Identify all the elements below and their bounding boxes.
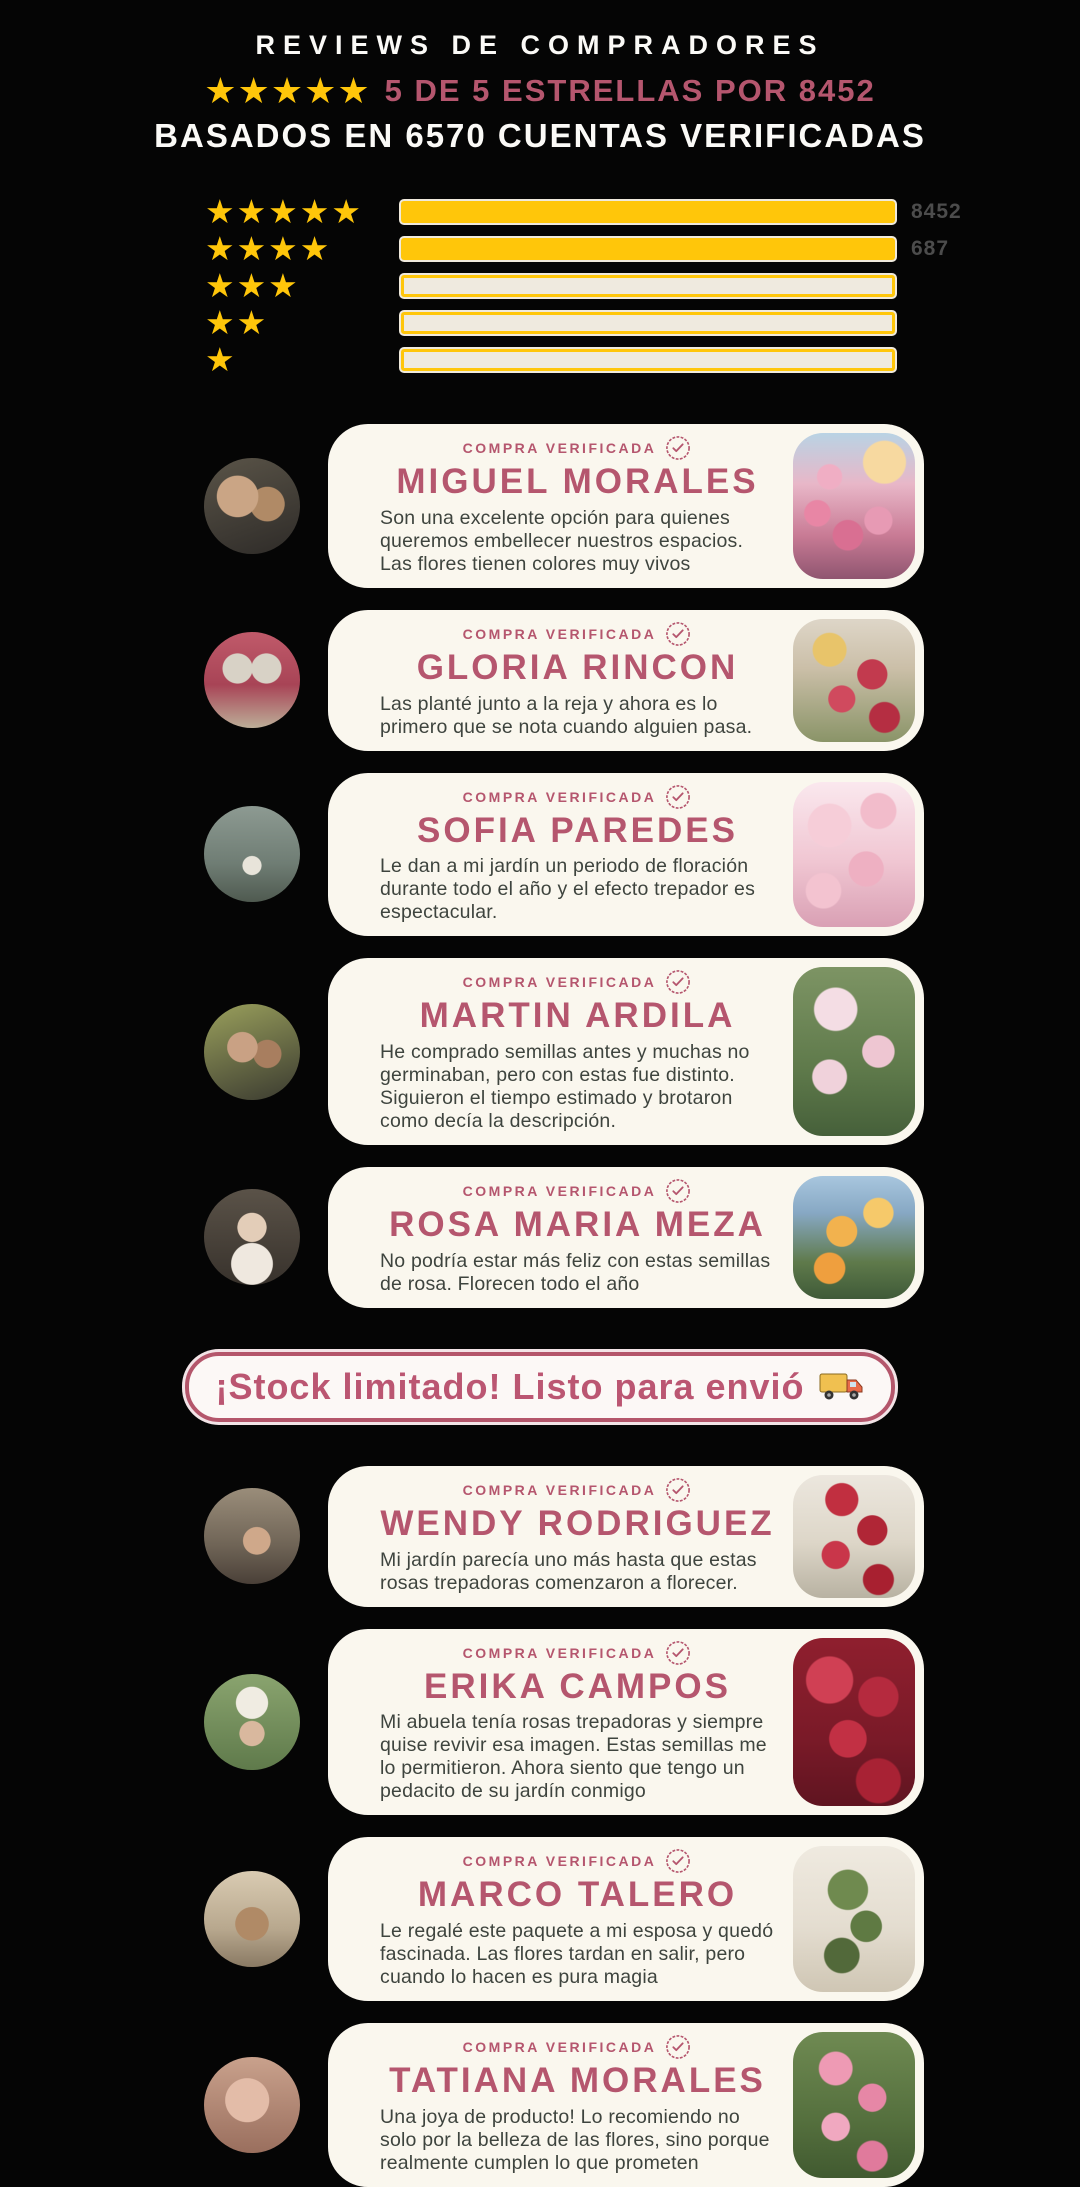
reviewer-avatar [204,1488,300,1584]
reviewer-name: ERIKA CAMPOS [424,1666,731,1706]
product-photo [793,1846,915,1992]
review-card [328,1167,924,1308]
review-card [328,1466,924,1607]
reviews-section-bottom [0,1466,1080,2187]
product-photo [793,619,915,742]
product-photo [793,1176,915,1299]
star-icons: ★★★★ [205,230,332,267]
rating-row [205,341,1080,378]
review-row [204,1167,924,1308]
verified-line [380,1177,775,1205]
review-row [204,424,924,588]
verified-badge-icon [664,783,692,811]
reviewer-avatar [204,632,300,728]
verified-line [380,783,775,811]
review-row [204,773,924,937]
review-text: No podría estar más feliz con estas semillas de rosa. Florecen todo el año [380,1249,771,1295]
verified-badge-icon [664,1476,692,1504]
review-card-content [328,610,779,751]
verified-badge-icon [664,620,692,648]
reviewer-name: ROSA MARIA MEZA [389,1205,766,1244]
reviewer-name: GLORIA RINCON [416,647,739,687]
verified-label: COMPRA VERIFICADA [462,974,657,991]
verified-label: COMPRA VERIFICADA [462,2039,657,2055]
star-icons: ★ [205,341,237,378]
reviewer-name: MARCO TALERO [417,1875,738,1915]
review-card [328,1629,924,1816]
review-card-content [328,1167,779,1308]
reviewer-avatar [204,1674,300,1770]
rating-count: 8452 [911,199,962,223]
review-text: He comprado semillas antes y muchas no germinaban, pero con estas fue distinto. Siguieron el tiempo estimado y brotaron como decía la descripción. [380,1041,750,1132]
review-card [328,424,924,588]
rating-bar [401,275,895,297]
verified-badge-icon [664,1847,692,1875]
rating-bar [401,238,895,260]
verified-accounts-text: BASADOS EN 6570 CUENTAS VERIFICADAS [154,117,926,154]
page-title: REVIEWS DE COMPRADORES [255,30,825,60]
verified-line [380,1476,775,1504]
reviewer-name: MARTIN ARDILA [419,996,736,1036]
rating-breakdown [205,193,1080,378]
verified-line [380,1847,775,1875]
review-row [204,958,924,1145]
verified-line [380,1639,775,1667]
star-icons: ★★★ [205,267,300,304]
verified-line [380,2033,775,2061]
review-card-content [328,2023,779,2187]
reviewer-name: MIGUEL MORALES [396,462,759,501]
verified-line [380,620,775,648]
verified-label: COMPRA VERIFICADA [462,1481,657,1498]
reviews-header [0,0,1080,155]
stock-banner-text: ¡Stock limitado! Listo para envió [215,1365,805,1407]
reviewer-name: WENDY RODRIGUEZ [380,1503,775,1543]
review-text: Mi abuela tenía rosas trepadoras y siempre quise revivir esa imagen. Estas semillas me lo permitieron. Ahora siento que tengo un pedacito de su jardín conmigo [380,1711,767,1803]
review-card [328,958,924,1145]
review-text: Las planté junto a la reja y ahora es lo primero que se nota cuando alguien pasa. [380,692,753,738]
review-text: Le dan a mi jardín un periodo de floración durante todo el año y el efecto trepador es espectacular. [380,855,756,924]
stock-banner [185,1352,895,1422]
review-row [204,1837,924,2001]
review-card [328,773,924,937]
review-row [204,610,924,751]
reviewer-avatar [204,1871,300,1967]
product-photo [793,1475,915,1598]
verified-label: COMPRA VERIFICADA [462,625,657,642]
review-card-content [328,424,779,588]
rating-bar [401,312,895,334]
verified-badge-icon [664,434,692,462]
truck-icon [819,1370,865,1404]
review-row [204,2023,924,2187]
verified-badge-icon [664,968,692,996]
reviewer-avatar [204,1004,300,1100]
product-photo [793,782,915,928]
review-text: Una joya de producto! Lo recomiendo no solo por la belleza de las flores, sino porque realmente cumplen lo que prometen [380,2105,770,2174]
review-text: Le regalé este paquete a mi esposa y quedó fascinada. Las flores tardan en salir, pero cuando lo hacen es pura magia [380,1920,774,1988]
rating-summary-line [0,70,1080,111]
review-text: Son una excelente opción para quienes queremos embellecer nuestros espacios. Las flores tienen colores muy vivos [380,506,744,575]
star-icons: ★★★★★ [205,193,363,230]
rating-row [205,267,1080,304]
reviewer-name: TATIANA MORALES [389,2061,766,2100]
reviewer-avatar [204,1189,300,1285]
review-card-content [328,1629,779,1816]
review-card [328,1837,924,2001]
verified-label: COMPRA VERIFICADA [462,788,657,805]
verified-label: COMPRA VERIFICADA [462,1183,657,1199]
review-card-content [328,773,779,937]
rating-row [205,304,1080,341]
star-icons: ★★ [205,304,269,341]
review-text: Mi jardín parecía uno más hasta que estas rosas trepadoras comenzaron a florecer. [380,1548,757,1594]
product-photo [793,1638,915,1807]
review-card-content [328,1837,779,2001]
product-photo [793,433,915,579]
review-card [328,610,924,751]
rating-bar [401,349,895,371]
reviewer-avatar [204,2057,300,2153]
rating-row [205,193,1080,230]
verified-line [380,434,775,462]
reviewer-avatar [204,806,300,902]
review-row [204,1466,924,1607]
verified-label: COMPRA VERIFICADA [462,1853,657,1870]
product-photo [793,2032,915,2178]
review-card-content [328,1466,779,1607]
rating-count: 687 [911,236,950,260]
review-card [328,2023,924,2187]
five-stars-icon: ★★★★★ [204,70,371,111]
verified-badge-icon [664,1639,692,1667]
review-card-content [328,958,779,1145]
verified-label: COMPRA VERIFICADA [462,440,657,456]
review-row [204,1629,924,1816]
rating-summary-text: 5 DE 5 ESTRELLAS POR 8452 [384,73,876,108]
product-photo [793,967,915,1136]
verified-badge-icon [664,2033,692,2061]
verified-label: COMPRA VERIFICADA [462,1644,657,1661]
reviewer-name: SOFIA PAREDES [417,810,738,850]
verified-line [380,968,775,996]
verified-badge-icon [664,1177,692,1205]
rating-row [205,230,1080,267]
reviews-section-top [0,424,1080,1308]
rating-bar [401,201,895,223]
reviewer-avatar [204,458,300,554]
